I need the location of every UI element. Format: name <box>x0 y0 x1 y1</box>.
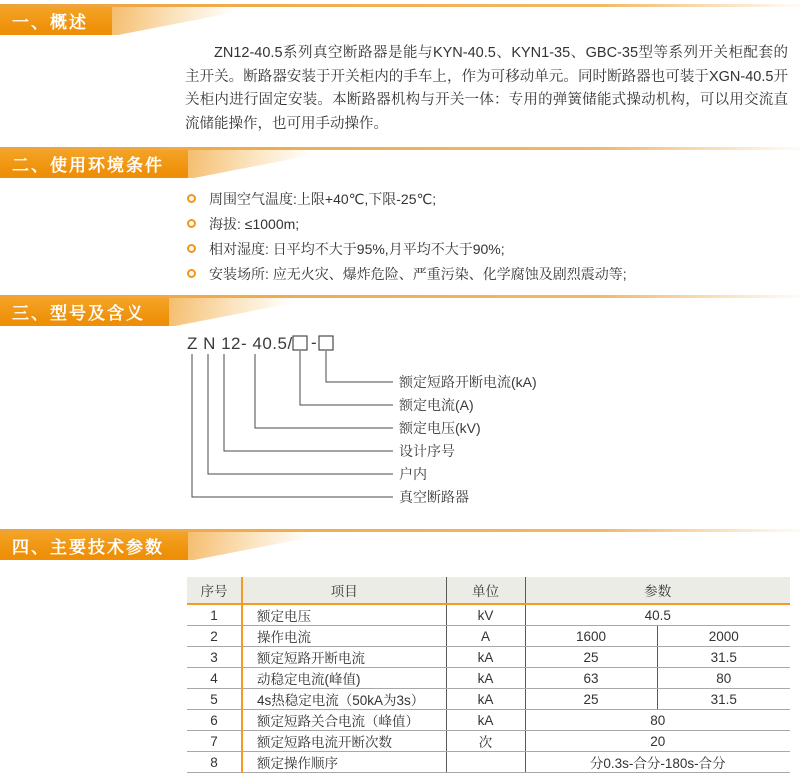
banner-slab <box>0 298 175 326</box>
parameters-table-body <box>187 604 790 773</box>
cell-index: 7 <box>187 731 242 752</box>
cell-item: 操作电流 <box>242 626 446 647</box>
cell-param: 31.5 <box>657 689 790 710</box>
table-header-cell: 序号 <box>187 577 242 604</box>
cell-item: 动稳定电流(峰值) <box>242 668 446 689</box>
model-square-separator: - <box>311 333 318 352</box>
section-title-environment: 二、使用环境条件 <box>12 155 164 175</box>
model-label-design-serial: 设计序号 <box>399 443 455 459</box>
cell-param: 2000 <box>657 626 790 647</box>
cell-item: 额定操作顺序 <box>242 752 446 773</box>
bullet-ring-icon <box>187 244 196 253</box>
model-connector-lines <box>192 351 393 497</box>
model-label-breaking-current: 额定短路开断电流(kA) <box>399 374 537 390</box>
section-header-environment <box>0 147 800 178</box>
cell-unit <box>446 752 525 773</box>
section-header-parameters <box>0 529 800 560</box>
table-row <box>187 710 790 731</box>
cell-unit: kA <box>446 710 525 731</box>
environment-item <box>187 236 800 261</box>
cell-index: 8 <box>187 752 242 773</box>
cell-item: 额定电压 <box>242 604 446 626</box>
model-designation-diagram <box>185 331 615 517</box>
cell-index: 3 <box>187 647 242 668</box>
banner-slab <box>0 150 194 178</box>
cell-unit: kA <box>446 647 525 668</box>
cell-param: 31.5 <box>657 647 790 668</box>
table-row <box>187 647 790 668</box>
cell-unit: 次 <box>446 731 525 752</box>
environment-item <box>187 186 800 211</box>
parameters-table-head <box>187 577 790 604</box>
connector-vacuum-breaker <box>192 354 393 497</box>
table-row <box>187 604 790 626</box>
model-label-rated-voltage: 额定电压(kV) <box>399 420 481 436</box>
cell-index: 5 <box>187 689 242 710</box>
bullet-ring-icon <box>187 219 196 228</box>
cell-unit: kA <box>446 689 525 710</box>
banner-slab <box>0 7 118 35</box>
model-code-text: Z N 12- 40.5/ <box>187 334 293 353</box>
connector-rated-voltage <box>255 354 393 428</box>
parameters-table <box>187 577 790 773</box>
banner-swoosh-decoration <box>188 150 338 178</box>
table-row <box>187 689 790 710</box>
cell-unit: kA <box>446 668 525 689</box>
table-row <box>187 626 790 647</box>
environment-item <box>187 211 800 236</box>
catalog-page <box>0 4 800 771</box>
banner-slab <box>0 532 194 560</box>
section-header-model <box>0 295 800 326</box>
bullet-ring-icon <box>187 194 196 203</box>
table-header-row <box>187 577 790 604</box>
cell-param: 63 <box>525 668 657 689</box>
banner-swoosh-decoration <box>169 298 319 326</box>
table-header-cell: 参数 <box>525 577 790 604</box>
environment-item-text: 周围空气温度:上限+40℃,下限-25℃; <box>209 190 437 207</box>
model-label-rated-current: 额定电流(A) <box>399 397 474 413</box>
table-header-cell: 单位 <box>446 577 525 604</box>
connector-design-serial <box>224 354 393 451</box>
environment-list <box>187 186 800 286</box>
connector-breaking-current <box>326 351 393 382</box>
section-header-overview <box>0 4 800 35</box>
cell-param: 40.5 <box>525 604 790 626</box>
cell-param: 25 <box>525 689 657 710</box>
cell-unit: A <box>446 626 525 647</box>
section-title-parameters: 四、主要技术参数 <box>12 537 164 557</box>
section-title-model: 三、型号及含义 <box>12 303 145 323</box>
cell-param: 80 <box>657 668 790 689</box>
model-blank-square-current <box>293 336 307 350</box>
model-label-indoor: 户内 <box>399 466 427 482</box>
section-title-overview: 一、概述 <box>12 12 88 32</box>
cell-item: 额定短路开断电流 <box>242 647 446 668</box>
model-label-vacuum-breaker: 真空断路器 <box>399 489 469 505</box>
cell-index: 1 <box>187 604 242 626</box>
cell-index: 6 <box>187 710 242 731</box>
table-header-cell: 项目 <box>242 577 446 604</box>
cell-index: 2 <box>187 626 242 647</box>
cell-param: 分0.3s-合分-180s-合分 <box>525 752 790 773</box>
cell-param: 80 <box>525 710 790 731</box>
cell-param: 20 <box>525 731 790 752</box>
cell-item: 4s热稳定电流（50kA为3s） <box>242 689 446 710</box>
environment-item-text: 相对湿度: 日平均不大于95%,月平均不大于90%; <box>209 240 505 257</box>
cell-param: 25 <box>525 647 657 668</box>
environment-item-text: 安装场所: 应无火灾、爆炸危险、严重污染、化学腐蚀及剧烈震动等; <box>209 265 627 282</box>
model-blank-square-breaking-current <box>319 336 333 350</box>
cell-item: 额定短路关合电流（峰值） <box>242 710 446 731</box>
cell-param: 1600 <box>525 626 657 647</box>
table-row <box>187 752 790 773</box>
environment-item-text: 海拔: ≤1000m; <box>209 215 300 232</box>
connector-rated-current <box>300 351 393 405</box>
banner-swoosh-decoration <box>112 7 262 35</box>
table-row <box>187 731 790 752</box>
environment-item <box>187 261 800 286</box>
table-row <box>187 668 790 689</box>
cell-unit: kV <box>446 604 525 626</box>
cell-item: 额定短路电流开断次数 <box>242 731 446 752</box>
banner-swoosh-decoration <box>188 532 338 560</box>
overview-paragraph: ZN12-40.5系列真空断路器是能与KYN-40.5、KYN1-35、GBC-35型等系列开关柜配套的主开关。断路器安装于开关柜内的手车上，作为可移动单元。同时断路器也可装于XGN-40.5开关柜内进行固定安装。本断路器机构与开关一体：专用的弹簧储能式操动机构，可以用交流直流储能操作，也可用手动操作。 <box>185 45 788 132</box>
cell-index: 4 <box>187 668 242 689</box>
bullet-ring-icon <box>187 269 196 278</box>
